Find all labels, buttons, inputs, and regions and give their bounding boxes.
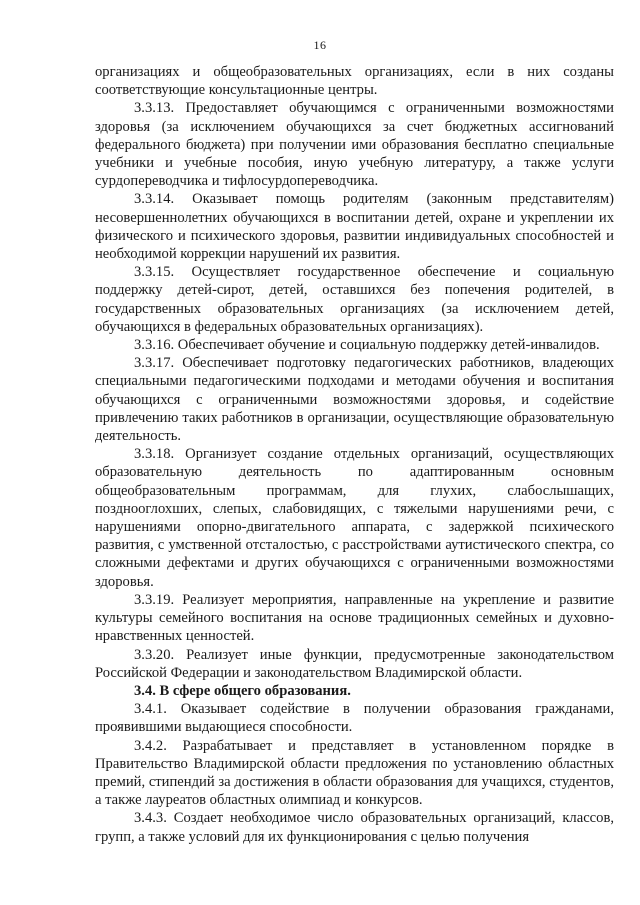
document-body [95, 63, 614, 846]
paragraph-3-3-20: 3.3.20. Реализует иные функции, предусмотренные законодательством Российской Федерации и законодательством Владимирской области. [95, 646, 614, 681]
paragraph-3-4-3: 3.4.3. Создает необходимое число образовательных организаций, классов, групп, а также условий для их функционирования с целью получения [95, 810, 614, 845]
page-number: 16 [313, 38, 327, 52]
paragraph-3-3-15: 3.3.15. Осуществляет государственное обеспечение и социальную поддержку детей-сирот, детей, оставшихся без попечения родителей, в государственных образовательных организациях (за исключением детей, обучающихся в федеральных образовательных организациях). [95, 264, 614, 335]
paragraph-3-3-18: 3.3.18. Организует создание отдельных организаций, осуществляющих образовательную деятельность по адаптированным основным общеобразовательным программам, для глухих, слабослышащих, позднооглохших, слепых, слабовидящих, с тяжелыми нарушениями речи, с нарушениями опорно-двигательного аппарата, с задержкой психического развития, с умственной отсталостью, с расстройствами аутистического спектра, со сложными дефектами и других обучающихся с ограниченными возможностями здоровья. [95, 446, 614, 590]
paragraph-3-3-19: 3.3.19. Реализует мероприятия, направленные на укрепление и развитие культуры семейного воспитания на основе традиционных семейных и духовно-нравственных ценностей. [95, 591, 614, 645]
paragraph-3-3-14: 3.3.14. Оказывает помощь родителям (законным представителям) несовершеннолетних обучающихся в воспитании детей, охране и укреплении их физического и психического здоровья, развитии индивидуальных способностей и необходимой коррекции нарушений их развития. [95, 191, 614, 263]
section-heading-3-4: 3.4. В сфере общего образования. [134, 682, 351, 699]
paragraph-3-4-1: 3.4.1. Оказывает содействие в получении образования гражданами, проявившими выдающиеся способности. [95, 701, 614, 736]
paragraph-3-3-17: 3.3.17. Обеспечивает подготовку педагогических работников, владеющих специальными педагогическими подходами и методами обучения и воспитания обучающихся с ограниченными возможностями здоровья, и содействие привлечению таких работников в организации, осуществляющие образовательную деятельность. [95, 355, 614, 445]
paragraph-continuation: организациях и общеобразовательных организациях, если в них созданы соответствующие консультационные центры. [95, 64, 614, 99]
paragraph-3-3-16: 3.3.16. Обеспечивает обучение и социальную поддержку детей-инвалидов. [134, 337, 600, 354]
paragraph-3-3-13: 3.3.13. Предоставляет обучающимся с ограниченными возможностями здоровья (за исключением обучающихся за счет бюджетных ассигнований федерального бюджета) при получении ими образования бесплатно специальные учебники и учебные пособия, иную учебную литературу, а также услуги сурдопереводчика и тифлосурдопереводчика. [95, 100, 614, 190]
paragraph-3-4-2: 3.4.2. Разрабатывает и представляет в установленном порядке в Правительство Владимирской области предложения по установлению областных премий, стипендий за достижения в области образования для учащихся, студентов, а также лауреатов областных олимпиад и конкурсов. [95, 737, 614, 809]
